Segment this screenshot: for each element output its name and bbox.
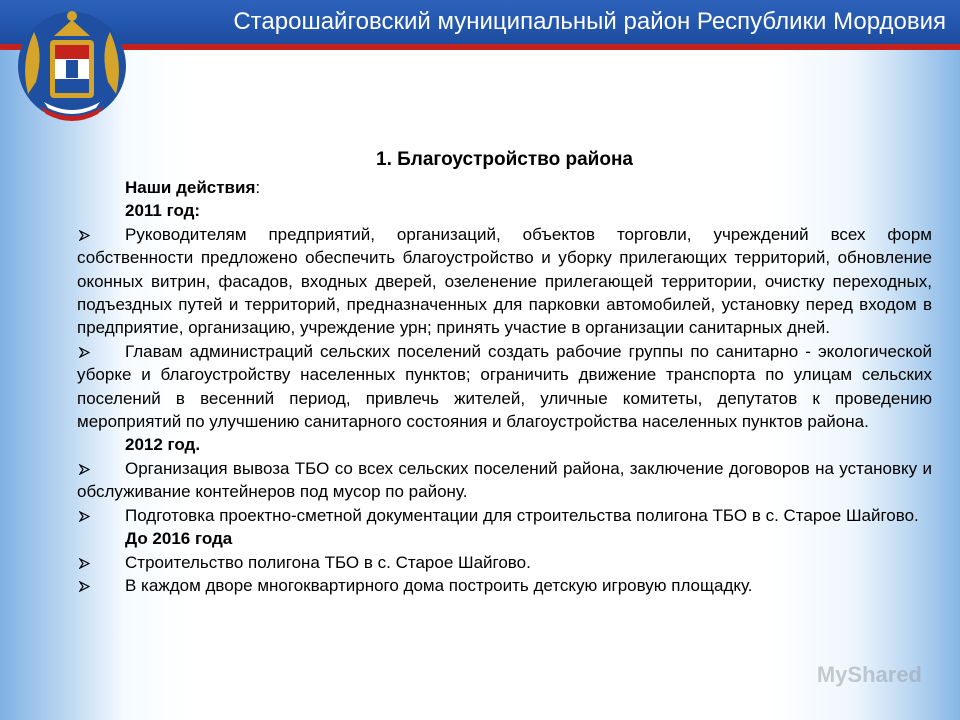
year-2011-label: 2011 год: [125,201,201,221]
watermark: MyShared [816,662,922,687]
year-2016-label: До 2016 года [125,529,233,549]
year-2012-label: 2012 год. [125,435,201,455]
list-item: В каждом дворе многоквартирного дома построить детскую игровую площадку. [77,574,932,597]
list-item: Руководителям предприятий, организаций, объектов торговли, учреждений всех форм собственности предложено обеспечить благоустройство и уборку прилегающих территорий, обновление оконных витрин, фасадов, входных дверей, озеленение прилегающей территории, очистку переходных, подъездных путей и территорий, предназначенных для парковки автомобилей, установку перед входом в предприятие, организацию, учреждение урн; принять участие в организации санитарных дней. [77,224,932,338]
actions-label: Наши действия: [125,178,261,197]
content-area [77,148,932,597]
list-item: Главам администраций сельских поселений создать рабочие группы по санитарно - экологической уборке и благоустройству населенных пунктов; ограничить движение транспорта по улицам сельских поселений в весенний период, привлечь жителей, уличные комитеты, депутатов к проведению мероприятий по улучшению санитарного состояния и благоустройства населенных пунктов района. [77,341,932,432]
list-item: Организация вывоза ТБО со всех сельских поселений района, заключение договоров на установку и обслуживание контейнеров под мусор по району. [77,458,932,502]
section-heading: 1. Благоустройство района [376,149,633,170]
list-item: Подготовка проектно-сметной документации для строительства полигона ТБО в с. Старое Шайгово. [77,504,932,527]
header-stripe [0,44,960,50]
list-item: Строительство полигона ТБО в с. Старое Шайгово. [77,551,932,574]
page-title: Старошайговский муниципальный район Республики Мордовия [233,8,946,35]
coat-of-arms-icon [14,2,130,126]
